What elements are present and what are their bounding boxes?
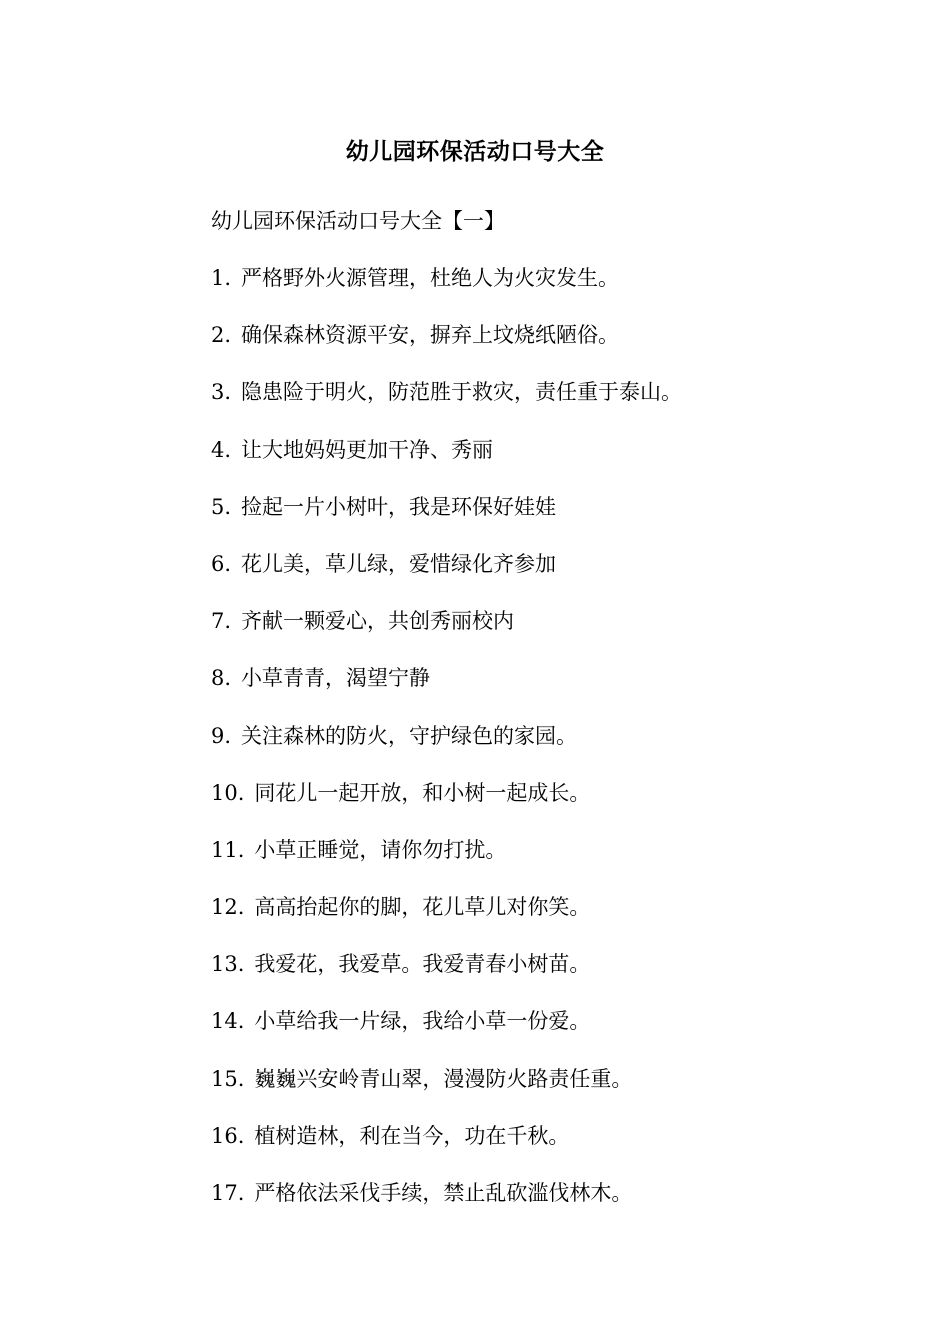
list-item-text: 捡起一片小树叶，我是环保好娃娃 (241, 494, 557, 519)
list-item-text: 小草正睡觉，请你勿打扰。 (254, 837, 507, 862)
list-item (211, 946, 811, 1003)
list-item-text: 花儿美，草儿绿，爱惜绿化齐参加 (241, 551, 557, 576)
section-heading: 幼儿园环保活动口号大全【一】 (211, 209, 505, 233)
list-item-number: 8. (211, 666, 232, 691)
list-item (211, 489, 811, 546)
list-item (211, 718, 811, 775)
list-item-number: 15. (211, 1066, 245, 1091)
list-item-number: 17. (211, 1181, 245, 1205)
list-item (211, 1118, 811, 1175)
list-item-text: 同花儿一起开放，和小树一起成长。 (254, 780, 591, 805)
slogan-list (211, 260, 811, 1232)
list-item-number: 16. (211, 1123, 245, 1148)
list-item-text: 小草给我一片绿，我给小草一份爱。 (254, 1009, 591, 1034)
list-item (211, 889, 811, 946)
list-item (211, 317, 811, 374)
list-item (211, 775, 811, 832)
list-item-text: 隐患险于明火，防范胜于救灾，责任重于泰山。 (241, 380, 683, 405)
list-item-number: 10. (211, 780, 245, 805)
list-item (211, 260, 811, 317)
list-item (211, 1003, 811, 1060)
list-item-text: 齐献一颗爱心，共创秀丽校内 (241, 609, 515, 634)
list-item-number: 13. (211, 952, 245, 977)
list-item (211, 1061, 811, 1118)
list-item (211, 660, 811, 717)
list-item-text: 巍巍兴安岭青山翠，漫漫防火路责任重。 (254, 1066, 633, 1091)
list-item (211, 374, 811, 431)
list-item-text: 严格依法采伐手续，禁止乱砍滥伐林木。 (254, 1181, 633, 1205)
list-item (211, 432, 811, 489)
list-item (211, 832, 811, 889)
list-item (211, 1175, 811, 1232)
list-item-number: 5. (211, 494, 232, 519)
list-item-number: 6. (211, 551, 232, 576)
page-title: 幼儿园环保活动口号大全 (345, 138, 605, 165)
list-item-text: 植树造林，利在当今，功在千秋。 (254, 1123, 570, 1148)
list-item-number: 3. (211, 380, 232, 405)
list-item-text: 高高抬起你的脚，花儿草儿对你笑。 (254, 895, 591, 920)
list-item-text: 我爱花，我爱草。我爱青春小树苗。 (254, 952, 591, 977)
list-item-text: 确保森林资源平安，摒弃上坟烧纸陋俗。 (241, 323, 620, 348)
list-item-number: 11. (211, 837, 245, 862)
list-item-text: 关注森林的防火，守护绿色的家园。 (241, 723, 578, 748)
list-item-text: 小草青青，渴望宁静 (241, 666, 431, 691)
list-item-number: 2. (211, 323, 232, 348)
list-item-number: 4. (211, 437, 232, 462)
list-item-number: 7. (211, 609, 232, 634)
list-item-number: 1. (211, 266, 232, 290)
list-item (211, 603, 811, 660)
list-item-number: 14. (211, 1009, 245, 1034)
list-item-text: 让大地妈妈更加干净、秀丽 (241, 437, 494, 462)
list-item (211, 546, 811, 603)
list-item-text: 严格野外火源管理，杜绝人为火灾发生。 (241, 266, 620, 290)
list-item-number: 12. (211, 895, 245, 920)
list-item-number: 9. (211, 723, 232, 748)
